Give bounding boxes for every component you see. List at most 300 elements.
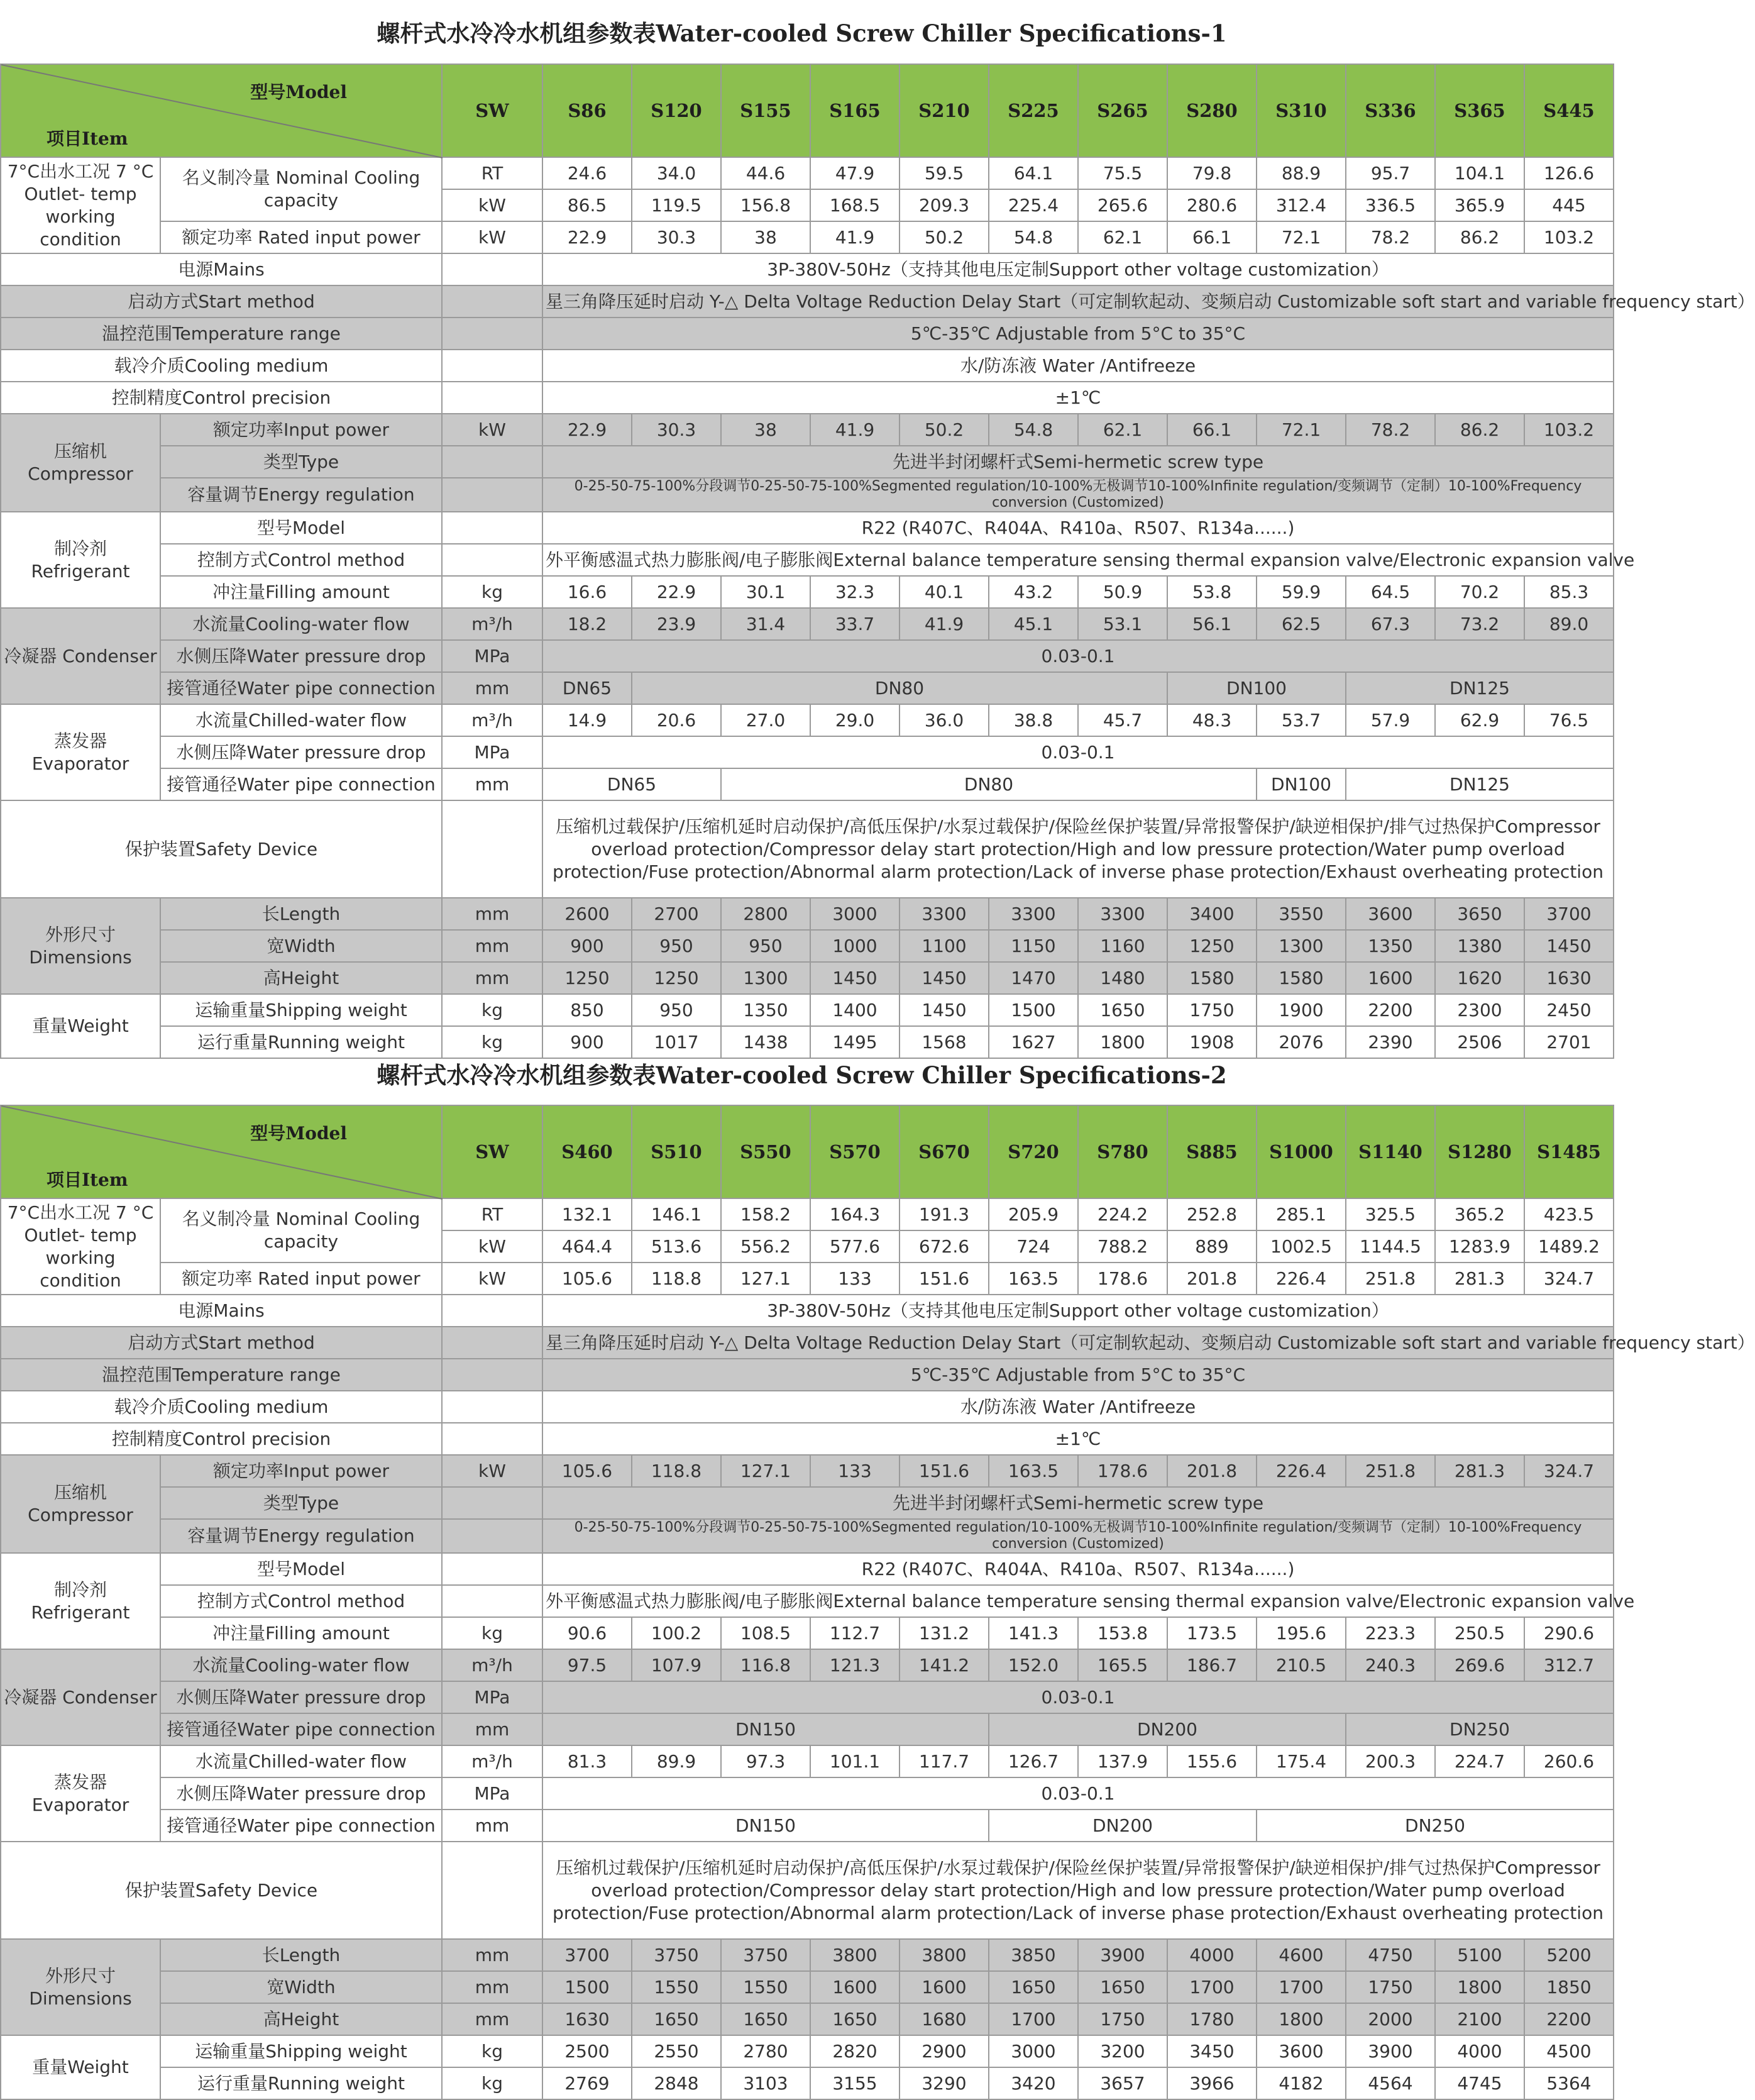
temp_range-unit [442,1359,542,1391]
precision-value: ±1℃ [542,382,1614,414]
model-header-11: S1485 [1524,1105,1614,1198]
condenser-flow-value-10: 269.6 [1435,1649,1524,1681]
kw-value-6: 265.6 [1078,189,1167,221]
safety-row [1,800,1614,898]
rt-value-3: 164.3 [810,1198,900,1230]
condenser-pipe-segment-1: DN80 [632,672,1167,704]
evaporator-flow-value-2: 97.3 [721,1745,810,1777]
weight-group-label: 重量Weight [1,994,160,1058]
dimension-height-value-6: 1480 [1078,962,1167,994]
dimension-length-value-1: 2700 [632,898,721,930]
weight-running-value-1: 2848 [632,2067,721,2099]
rt-value-10: 104.1 [1435,157,1524,189]
weight-running-value-4: 3290 [900,2067,989,2099]
item-header-label: 项目Item [47,1169,128,1190]
refrigerant-filling-value-0: 16.6 [542,576,632,608]
rt-value-4: 59.5 [900,157,989,189]
rt-value-2: 158.2 [721,1198,810,1230]
weight-running-value-5: 3420 [989,2067,1078,2099]
weight-shipping-value-2: 1350 [721,994,810,1026]
cooling_medium-label: 载冷介质Cooling medium [1,350,442,382]
condenser-pipe-segment-1: DN200 [989,1713,1346,1745]
refrigerant-model-unit [442,512,542,544]
compressor-power-value-2: 127.1 [721,1455,810,1487]
model-header-10: S365 [1435,64,1524,157]
weight-shipping-label: 运输重量Shipping weight [160,994,442,1026]
kw-unit: kW [442,1230,542,1263]
refrigerant-filling-value-10: 250.5 [1435,1617,1524,1649]
kw-value-10: 365.9 [1435,189,1524,221]
refrigerant-filling-value-8: 59.9 [1257,576,1346,608]
mains-label: 电源Mains [1,253,442,285]
rt-value-7: 79.8 [1167,157,1257,189]
model-header-4: S210 [900,64,989,157]
dimension-height-value-9: 2000 [1346,2003,1435,2035]
kw-value-10: 1283.9 [1435,1230,1524,1263]
refrigerant-filling-value-3: 112.7 [810,1617,900,1649]
dimension-width-value-11: 1450 [1524,930,1614,962]
temp_range-row [1,1359,1614,1391]
condenser-drop-unit: MPa [442,640,542,672]
compressor-type-value: 先进半封闭螺杆式Semi-hermetic screw type [542,1487,1614,1519]
refrigerant-control-value: 外平衡感温式热力膨胀阀/电子膨胀阀External balance temperature sensing thermal expansion valve/Electronic expansion valve [542,1585,1614,1617]
compressor-power-unit: kW [442,414,542,446]
evaporator-flow-value-5: 126.7 [989,1745,1078,1777]
rated-power-value-11: 103.2 [1524,221,1614,253]
rt-value-5: 64.1 [989,157,1078,189]
dimension-height-value-4: 1680 [900,2003,989,2035]
weight-running-value-3: 1495 [810,1026,900,1058]
cooling_medium-label: 载冷介质Cooling medium [1,1391,442,1423]
temp_range-label: 温控范围Temperature range [1,1359,442,1391]
start_method-value: 星三角降压延时启动 Y-△ Delta Voltage Reduction Delay Start（可定制软起动、变频启动 Customizable soft start and variable frequency start） [542,1327,1614,1359]
model-header-11: S445 [1524,64,1614,157]
evaporator-flow-value-4: 117.7 [900,1745,989,1777]
rated-power-value-10: 86.2 [1435,221,1524,253]
rt-value-10: 365.2 [1435,1198,1524,1230]
header-row [1,64,1614,157]
model-header-0: S86 [542,64,632,157]
condenser-group-label: 冷凝器 Condenser [1,1649,160,1745]
condenser-flow-value-9: 67.3 [1346,608,1435,640]
weight-running-label: 运行重量Running weight [160,2067,442,2099]
rated-power-value-2: 38 [721,221,810,253]
dimension-width-value-6: 1650 [1078,1971,1167,2003]
dimension-length-value-0: 2600 [542,898,632,930]
refrigerant-filling-value-11: 290.6 [1524,1617,1614,1649]
condenser-drop-value: 0.03-0.1 [542,1681,1614,1713]
refrigerant-filling-value-7: 173.5 [1167,1617,1257,1649]
kw-value-4: 672.6 [900,1230,989,1263]
rated-power-row [1,1263,1614,1295]
start_method-row [1,285,1614,318]
dimension-height-value-1: 1250 [632,962,721,994]
compressor-power-value-7: 201.8 [1167,1455,1257,1487]
rated-power-row [1,221,1614,253]
model-header-5: S225 [989,64,1078,157]
refrigerant-control-label: 控制方式Control method [160,544,442,576]
evaporator-pipe-segment-2: DN100 [1257,768,1346,800]
weight-shipping-unit: kg [442,2035,542,2067]
evaporator-drop-label: 水侧压降Water pressure drop [160,1777,442,1810]
evaporator-flow-value-9: 200.3 [1346,1745,1435,1777]
refrigerant-filling-value-2: 108.5 [721,1617,810,1649]
rt-value-2: 44.6 [721,157,810,189]
dimension-height-unit: mm [442,2003,542,2035]
kw-value-11: 445 [1524,189,1614,221]
condenser-drop-label: 水侧压降Water pressure drop [160,1681,442,1713]
weight-running-row [1,1026,1614,1058]
refrigerant-model-label: 型号Model [160,512,442,544]
evaporator-drop-row [1,736,1614,768]
weight-shipping-value-9: 3900 [1346,2035,1435,2067]
condenser-flow-value-6: 53.1 [1078,608,1167,640]
evaporator-flow-value-6: 137.9 [1078,1745,1167,1777]
start_method-row [1,1327,1614,1359]
model-header-8: S310 [1257,64,1346,157]
dimensions-group-label: 外形尺寸 Dimensions [1,898,160,994]
kw-value-3: 577.6 [810,1230,900,1263]
kw-value-8: 312.4 [1257,189,1346,221]
compressor-regulation-unit [442,1519,542,1553]
weight-shipping-value-6: 1650 [1078,994,1167,1026]
compressor-type-value: 先进半封闭螺杆式Semi-hermetic screw type [542,446,1614,478]
evaporator-pipe-segment-1: DN80 [721,768,1257,800]
condenser-flow-value-2: 116.8 [721,1649,810,1681]
rated-power-label: 额定功率 Rated input power [160,1263,442,1295]
refrigerant-filling-value-5: 43.2 [989,576,1078,608]
model-header-8: S1000 [1257,1105,1346,1198]
evaporator-flow-value-10: 224.7 [1435,1745,1524,1777]
spec-title: 螺杆式水冷冷水机组参数表Water-cooled Screw Chiller Specifications-1 [377,19,1227,47]
compressor-power-label: 额定功率Input power [160,414,442,446]
refrigerant-filling-value-7: 53.8 [1167,576,1257,608]
dimension-length-value-8: 3550 [1257,898,1346,930]
refrigerant-control-label: 控制方式Control method [160,1585,442,1617]
evaporator-group-label: 蒸发器 Evaporator [1,704,160,800]
rated-power-unit: kW [442,1263,542,1295]
compressor-type-label: 类型Type [160,446,442,478]
model-header-7: S885 [1167,1105,1257,1198]
condenser-flow-value-5: 152.0 [989,1649,1078,1681]
weight-shipping-value-1: 950 [632,994,721,1026]
refrigerant-filling-label: 冲注量Filling amount [160,1617,442,1649]
rated-power-value-1: 30.3 [632,221,721,253]
refrigerant-filling-value-9: 64.5 [1346,576,1435,608]
evaporator-flow-value-11: 76.5 [1524,704,1614,736]
compressor-type-unit [442,1487,542,1519]
condenser-drop-row [1,640,1614,672]
condenser-flow-value-6: 165.5 [1078,1649,1167,1681]
dimension-width-value-9: 1750 [1346,1971,1435,2003]
spec-title: 螺杆式水冷冷水机组参数表Water-cooled Screw Chiller Specifications-2 [377,1061,1227,1089]
rt-value-8: 88.9 [1257,157,1346,189]
compressor-power-unit: kW [442,1455,542,1487]
dimension-width-value-1: 950 [632,930,721,962]
compressor-power-value-3: 41.9 [810,414,900,446]
dimension-width-value-4: 1600 [900,1971,989,2003]
condenser-flow-value-4: 41.9 [900,608,989,640]
spec-table [0,1105,1755,2100]
dimension-width-value-2: 1550 [721,1971,810,2003]
compressor-power-value-2: 38 [721,414,810,446]
kw-value-9: 336.5 [1346,189,1435,221]
safety-label: 保护装置Safety Device [1,800,442,898]
rt-value-9: 95.7 [1346,157,1435,189]
refrigerant-control-unit [442,1585,542,1617]
compressor-power-value-9: 78.2 [1346,414,1435,446]
model-header-2: S550 [721,1105,810,1198]
safety-unit [442,1842,542,1939]
dimension-height-value-7: 1580 [1167,962,1257,994]
cooling_medium-value: 水/防冻液 Water /Antifreeze [542,350,1614,382]
condenser-flow-unit: m³/h [442,1649,542,1681]
rated-power-value-7: 66.1 [1167,221,1257,253]
condenser-flow-value-0: 97.5 [542,1649,632,1681]
dimension-height-value-6: 1750 [1078,2003,1167,2035]
cooling_medium-unit [442,1391,542,1423]
evaporator-flow-value-8: 175.4 [1257,1745,1346,1777]
compressor-power-value-7: 66.1 [1167,414,1257,446]
compressor-type-row [1,1487,1614,1519]
dimension-length-value-7: 3400 [1167,898,1257,930]
dimension-length-value-3: 3800 [810,1939,900,1971]
compressor-type-unit [442,446,542,478]
start_method-label: 启动方式Start method [1,285,442,318]
condenser-flow-value-7: 56.1 [1167,608,1257,640]
compressor-group-label: 压缩机 Compressor [1,414,160,512]
weight-running-label: 运行重量Running weight [160,1026,442,1058]
rated-power-value-6: 178.6 [1078,1263,1167,1295]
rt-value-4: 191.3 [900,1198,989,1230]
dimension-length-value-6: 3900 [1078,1939,1167,1971]
dimension-length-label: 长Length [160,1939,442,1971]
evaporator-flow-unit: m³/h [442,704,542,736]
refrigerant-filling-value-1: 100.2 [632,1617,721,1649]
weight-shipping-value-8: 3600 [1257,2035,1346,2067]
compressor-type-row [1,446,1614,478]
dimension-length-value-7: 4000 [1167,1939,1257,1971]
kw-value-0: 464.4 [542,1230,632,1263]
compressor-regulation-value: 0-25-50-75-100%分段调节0-25-50-75-100%Segmented regulation/10-100%无极调节10-100%Infinite regulation/变频调节（定制）10-100%Frequency conversion (Customized) [542,478,1614,512]
spec-table [0,64,1755,1059]
evaporator-drop-value: 0.03-0.1 [542,736,1614,768]
compressor-power-value-11: 324.7 [1524,1455,1614,1487]
model-header-9: S336 [1346,64,1435,157]
compressor-power-value-1: 118.8 [632,1455,721,1487]
model-header-9: S1140 [1346,1105,1435,1198]
dimension-length-unit: mm [442,1939,542,1971]
evaporator-flow-value-8: 53.7 [1257,704,1346,736]
mains-value: 3P-380V-50Hz（支持其他电压定制Support other voltage customization） [542,253,1614,285]
model-header-label: 型号Model [250,1123,347,1144]
rt-value-8: 285.1 [1257,1198,1346,1230]
weight-shipping-value-1: 2550 [632,2035,721,2067]
header-row [1,1105,1614,1198]
nominal-capacity-label: 名义制冷量 Nominal Cooling capacity [160,1198,442,1263]
condenser-pipe-label: 接管通径Water pipe connection [160,672,442,704]
dimension-height-value-10: 2100 [1435,2003,1524,2035]
rated-power-unit: kW [442,221,542,253]
safety-label: 保护装置Safety Device [1,1842,442,1939]
nominal-capacity-label: 名义制冷量 Nominal Cooling capacity [160,157,442,221]
refrigerant-filling-value-8: 195.6 [1257,1617,1346,1649]
model-header-3: S570 [810,1105,900,1198]
dimension-width-value-8: 1300 [1257,930,1346,962]
evaporator-flow-label: 水流量Chilled-water flow [160,704,442,736]
compressor-regulation-row [1,1519,1614,1553]
refrigerant-filling-label: 冲注量Filling amount [160,576,442,608]
dimension-width-row [1,930,1614,962]
kw-value-0: 86.5 [542,189,632,221]
weight-running-value-6: 1800 [1078,1026,1167,1058]
evaporator-pipe-segment-2: DN250 [1257,1810,1614,1842]
condenser-drop-unit: MPa [442,1681,542,1713]
weight-running-value-10: 2506 [1435,1026,1524,1058]
weight-shipping-value-4: 1450 [900,994,989,1026]
temp_range-row [1,318,1614,350]
refrigerant-filling-unit: kg [442,576,542,608]
weight-shipping-value-5: 3000 [989,2035,1078,2067]
weight-shipping-value-4: 2900 [900,2035,989,2067]
mains-value: 3P-380V-50Hz（支持其他电压定制Support other voltage customization） [542,1295,1614,1327]
kw-value-7: 280.6 [1167,189,1257,221]
weight-running-value-8: 4182 [1257,2067,1346,2099]
weight-shipping-row [1,994,1614,1026]
compressor-regulation-label: 容量调节Energy regulation [160,478,442,512]
kw-value-8: 1002.5 [1257,1230,1346,1263]
dimension-length-value-2: 3750 [721,1939,810,1971]
condenser-flow-value-8: 210.5 [1257,1649,1346,1681]
dimension-width-value-9: 1350 [1346,930,1435,962]
condenser-flow-value-1: 23.9 [632,608,721,640]
evaporator-flow-value-3: 101.1 [810,1745,900,1777]
rt-value-0: 24.6 [542,157,632,189]
evaporator-flow-row [1,1745,1614,1777]
evaporator-flow-value-1: 89.9 [632,1745,721,1777]
evaporator-drop-unit: MPa [442,1777,542,1810]
temp_range-label: 温控范围Temperature range [1,318,442,350]
dimension-width-value-11: 1850 [1524,1971,1614,2003]
cooling-condition-label: 7°C出水工况 7 °C Outlet- temp working condition [1,157,160,253]
condenser-pipe-row [1,672,1614,704]
start_method-value: 星三角降压延时启动 Y-△ Delta Voltage Reduction Delay Start（可定制软起动、变频启动 Customizable soft start and variable frequency start） [542,285,1614,318]
condenser-pipe-segment-0: DN65 [542,672,632,704]
evaporator-drop-value: 0.03-0.1 [542,1777,1614,1810]
dimension-length-value-11: 3700 [1524,898,1614,930]
weight-running-value-6: 3657 [1078,2067,1167,2099]
weight-running-value-11: 2701 [1524,1026,1614,1058]
condenser-flow-value-8: 62.5 [1257,608,1346,640]
weight-running-row [1,2067,1614,2099]
model-header-0: S460 [542,1105,632,1198]
weight-running-value-10: 4745 [1435,2067,1524,2099]
safety-value: 压缩机过载保护/压缩机延时启动保护/高低压保护/水泵过载保护/保险丝保护装置/异常报警保护/缺逆相保护/排气过热保护Compressor overload protection/Compressor delay start protection/High and low pressure protection/Water pump overload protection/Fuse protection/Abnormal alarm protection/Lack of inverse phase protection/Exhaust overheating protection [542,800,1614,898]
model-header-10: S1280 [1435,1105,1524,1198]
weight-running-value-11: 5364 [1524,2067,1614,2099]
refrigerant-filling-value-1: 22.9 [632,576,721,608]
rated-power-value-5: 54.8 [989,221,1078,253]
rt-row [1,157,1614,189]
header-corner-cell [1,1105,442,1198]
safety-row [1,1842,1614,1939]
condenser-drop-label: 水侧压降Water pressure drop [160,640,442,672]
temp_range-unit [442,318,542,350]
safety-unit [442,800,542,898]
model-header-label: 型号Model [250,82,347,102]
refrigerant-group-label: 制冷剂 Refrigerant [1,512,160,608]
weight-running-value-2: 3103 [721,2067,810,2099]
compressor-regulation-value: 0-25-50-75-100%分段调节0-25-50-75-100%Segmented regulation/10-100%无极调节10-100%Infinite regulation/变频调节（定制）10-100%Frequency conversion (Customized) [542,1519,1614,1553]
kw-value-11: 1489.2 [1524,1230,1614,1263]
weight-running-value-9: 2390 [1346,1026,1435,1058]
evaporator-flow-label: 水流量Chilled-water flow [160,1745,442,1777]
dimension-length-value-6: 3300 [1078,898,1167,930]
evaporator-pipe-segment-3: DN125 [1346,768,1614,800]
refrigerant-control-row [1,544,1614,576]
kw-value-4: 209.3 [900,189,989,221]
dimension-height-row [1,2003,1614,2035]
compressor-power-value-4: 50.2 [900,414,989,446]
mains-label: 电源Mains [1,1295,442,1327]
rated-power-value-8: 226.4 [1257,1263,1346,1295]
weight-shipping-value-9: 2200 [1346,994,1435,1026]
cooling_medium-unit [442,350,542,382]
precision-unit [442,1423,542,1455]
refrigerant-filling-value-9: 223.3 [1346,1617,1435,1649]
condenser-flow-row [1,1649,1614,1681]
refrigerant-model-row [1,512,1614,544]
rated-power-value-6: 62.1 [1078,221,1167,253]
dimension-width-value-10: 1380 [1435,930,1524,962]
condenser-drop-row [1,1681,1614,1713]
compressor-power-value-5: 54.8 [989,414,1078,446]
rated-power-value-10: 281.3 [1435,1263,1524,1295]
evaporator-pipe-label: 接管通径Water pipe connection [160,768,442,800]
evaporator-pipe-segment-0: DN150 [542,1810,989,1842]
evaporator-flow-row [1,704,1614,736]
compressor-power-value-8: 226.4 [1257,1455,1346,1487]
dimension-height-value-5: 1470 [989,962,1078,994]
weight-running-value-0: 900 [542,1026,632,1058]
refrigerant-filling-unit: kg [442,1617,542,1649]
temp_range-value: 5℃-35℃ Adjustable from 5°C to 35°C [542,1359,1614,1391]
mains-row [1,253,1614,285]
compressor-power-value-5: 163.5 [989,1455,1078,1487]
rt-unit: RT [442,1198,542,1230]
start_method-unit [442,1327,542,1359]
evaporator-flow-value-3: 29.0 [810,704,900,736]
weight-shipping-value-11: 4500 [1524,2035,1614,2067]
model-header-3: S165 [810,64,900,157]
dimension-width-value-1: 1550 [632,1971,721,2003]
dimension-height-value-2: 1650 [721,2003,810,2035]
model-header-1: S120 [632,64,721,157]
rated-power-value-11: 324.7 [1524,1263,1614,1295]
kw-value-7: 889 [1167,1230,1257,1263]
evaporator-flow-unit: m³/h [442,1745,542,1777]
dimension-width-value-5: 1650 [989,1971,1078,2003]
rated-power-value-5: 163.5 [989,1263,1078,1295]
precision-label: 控制精度Control precision [1,382,442,414]
condenser-flow-value-0: 18.2 [542,608,632,640]
condenser-flow-value-3: 121.3 [810,1649,900,1681]
dimension-width-value-10: 1800 [1435,1971,1524,2003]
precision-row [1,382,1614,414]
compressor-power-value-1: 30.3 [632,414,721,446]
rated-power-value-3: 133 [810,1263,900,1295]
evaporator-flow-value-5: 38.8 [989,704,1078,736]
